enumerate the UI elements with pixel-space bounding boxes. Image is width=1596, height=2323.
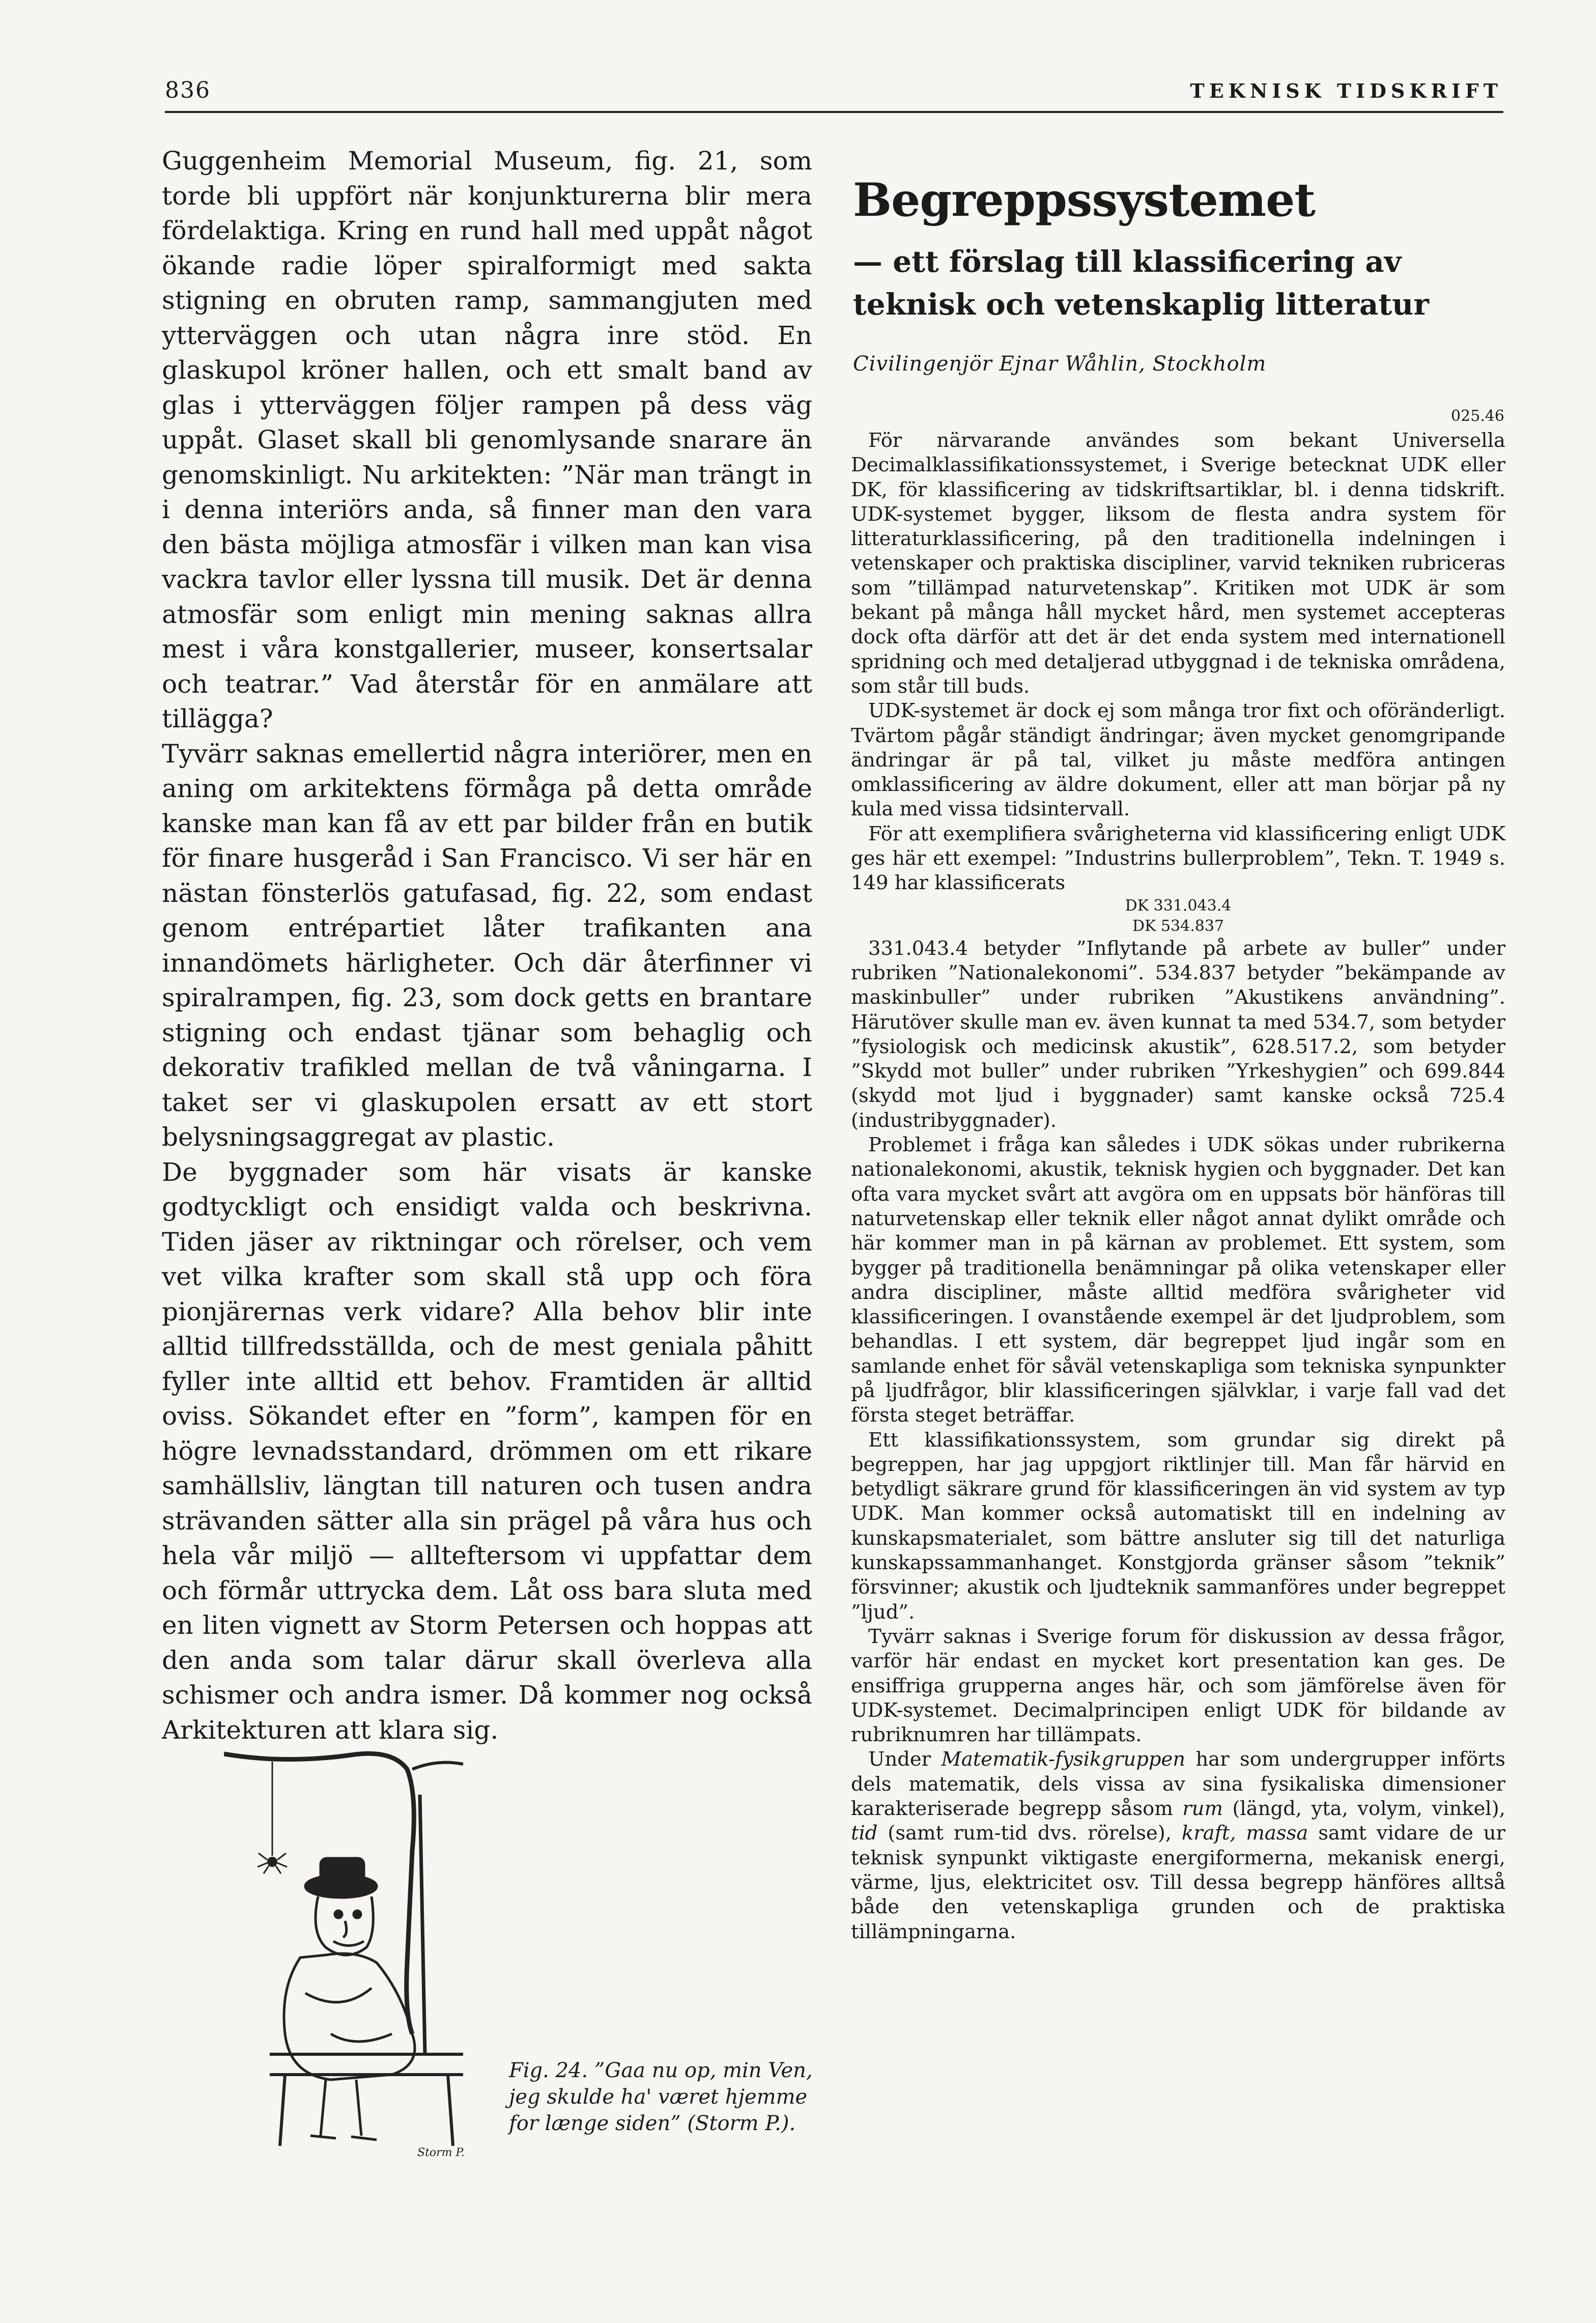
artist-signature: Storm P.: [417, 2146, 465, 2159]
article-title: Begreppssystemet: [853, 173, 1315, 227]
left-paragraph: Guggenheim Memorial Museum, fig. 21, som torde bli uppfört när konjunkturerna blir mera fördelaktiga. Kring en rund hall med uppåt något ökande radie löper spiralformigt med sakta stigning en obruten ramp, sammangjuten med ytterväggen och utan några inre stöd. En glaskupol kröner hallen, och ett smalt band av glas i ytterväggen följer rampen på dess väg uppåt. Glaset skall bli genomlysande snarare än genomskinligt. Nu arkitekten: ”När man trängt in i denna interiörs anda, så finner man den vara den bästa möjliga atmosfär i vilken man kan visa vackra tavlor eller lyssna till musik. Det är denna atmosfär som enligt min mening saknas allra mest i våra konstgallerier, museer, konsertsalar och teatrar.” Vad återstår för en anmälare att tillägga?: [162, 146, 812, 733]
left-paragraph: Tyvärr saknas emellertid några interiörer, men en aning om arkitektens förmåga på detta område kanske man kan få av ett par bilder från en butik för finare husgeråd i San Francisco. Vi ser här en nästan fönsterlös gatufasad, fig. 22, som endast genom entrépartiet låter trafikanten ana innandömets härligheter. Och där återfinner vi spiralrampen, fig. 23, som dock getts en brantare stigning och endast tjänar som behaglig och dekorativ trafikled mellan de två våningarna. I taket ser vi glaskupolen ersatt av ett stort belysningsaggregat av plastic.: [162, 739, 812, 1152]
journal-title: TEKNISK TIDSKRIFT: [1190, 79, 1502, 102]
tree-branch: [412, 1763, 463, 1769]
term-kraft-massa: kraft, massa: [1181, 1822, 1308, 1845]
article-paragraph: Problemet i fråga kan således i UDK sökas under rubrikerna nationalekonomi, akustik, teknisk hygien och byggnader. Det kan ofta vara mycket svårt att avgöra om en uppsats bör hänföras till naturvetenskap eller teknik eller något annat dylikt område och här kommer man in på kärnan av problemet. Ett system, som bygger på traditionella benämningar på olika vetenskaper eller andra discipliner, måste alltid medföra svårigheter vid klassificeringen. I ovanstående exempel är det ljudproblem, som behandlas. I ett system, där begreppet ljud ingår som en samlande enhet för såväl vetenskapliga som tekniska synpunkter på ljudfrågor, blir klassificeringen självklar, i varje fall vad det första steget beträffar.: [851, 1134, 1505, 1427]
bench: [270, 2054, 463, 2146]
article-subtitle: — ett förslag till klassificering av teknisk och vetenskaplig litteratur: [853, 244, 1429, 322]
cartoon-illustration: [224, 1749, 478, 2166]
text-run: (samt rum-tid dvs. rörelse),: [877, 1822, 1182, 1845]
text-run: samt vidare de ur teknisk synpunkt viktigaste energiformerna, mekanisk energi, värme, ljus, elektricitet osv. Till dessa begrepp hänföres alltså både den vetenskapliga grunden och de praktiska tillämpningarna.: [851, 1822, 1505, 1943]
article-paragraph: För att exemplifiera svårigheterna vid klassificering enligt UDK ges här ett exempel: ”Industrins bullerproblem”, Tekn. T. 1949 s. 149 har klassificerats: [851, 822, 1505, 895]
article-paragraph: 331.043.4 betyder ”Inflytande på arbete av buller” under rubriken ”Nationalekonomi”. 534.837 betyder ”bekämpande av maskinbuller” under rubriken ”Akustikens användning”. Härutöver skulle man ev. även kunnat ta med 534.7, som betyder ”fysiologisk och medicinsk akustik”, 628.517.2, som betyder ”Skydd mot buller” under rubriken ”Yrkeshygien” och 699.844 (skydd mot ljud i byggnader) samt kanske också 725.4 (industribyggnader).: [851, 937, 1505, 1132]
dk-code: DK 534.837: [1132, 917, 1224, 935]
header-rule: [165, 111, 1503, 113]
term-rum: rum: [1182, 1797, 1223, 1821]
tree-trunk: [420, 1795, 425, 2054]
dk-codes: [851, 896, 1505, 937]
class-number: 025.46: [1451, 407, 1504, 425]
term-tid: tid: [851, 1822, 878, 1845]
left-column: [162, 144, 812, 1747]
figure-caption: Fig. 24. ”Gaa nu op, min Ven, jeg skulde ha' været hjemme for længe siden” (Storm P.).: [509, 2059, 813, 2135]
article-paragraph: UDK-systemet är dock ej som många tror fixt och oföränderligt. Tvärtom pågår ständigt ändringar; även mycket genomgripande ändringar är på tal, vilket ju måste medföra antingen omklassificering av äldre dokument, eller att man börjar på ny kula med vissa tidsintervall.: [851, 699, 1505, 821]
article-paragraph-last: [851, 1747, 1505, 1944]
text-run: (längd, yta, volym, vinkel),: [1222, 1797, 1505, 1821]
text-run: har som undergrupper införts dels matematik, dels vissa av sina fysikaliska dimensioner karakteriserade begrepp såsom: [851, 1748, 1505, 1821]
text-run: Under: [868, 1748, 942, 1771]
right-column: [851, 429, 1505, 1944]
spider-icon: [258, 1853, 287, 1874]
article-author: Civilingenjör Ejnar Wåhlin, Stockholm: [853, 352, 1267, 376]
article-paragraph: Ett klassifikationssystem, som grundar sig direkt på begreppen, har jag uppgjort riktlinjer till. Man får härvid en betydligt säkrare grund för klassificeringen än vid system av typ UDK. Man kommer också automatiskt till en indelning av kunskapsmaterialet, som bättre ansluter sig till det naturliga kunskapssammanhanget. Konstgjorda gränser såsom ”teknik” försvinner; akustik och ljudteknik sammanföres under begreppet ”ljud”.: [851, 1428, 1505, 1624]
dk-code: DK 331.043.4: [1125, 896, 1232, 915]
seated-man: [284, 1858, 415, 2140]
article-paragraph: Tyvärr saknas i Sverige forum för diskussion av dessa frågor, varför här endast en mycket kort presentation kan ges. De ensiffriga grupperna anges här, och som jämförelse även för UDK-systemet. Decimalprincipen enligt UDK för bildande av rubriknumren har tillämpats.: [851, 1625, 1505, 1747]
left-paragraph: De byggnader som här visats är kanske godtyckligt och ensidigt valda och beskrivna. Tiden jäser av riktningar och rörelser, och vem vet vilka krafter som skall stå upp och föra pionjärernas verk vidare? Alla behov blir inte alltid tillfredsställda, och de mest geniala påhitt fyller inte alltid ett behov. Framtiden är alltid oviss. Sökandet efter en ”form”, kampen för en högre levnadsstandard, drömmen om ett rikare samhällsliv, längtan till naturen och tusen andra strävanden sätter alla sin prägel på våra hus och hela vår miljö — allteftersom vi uppfattar dem och förmår uttrycka dem. Låt oss bara sluta med en liten vignett av Storm Petersen och hoppas att den anda som talar därur skall överleva alla schismer och andra ismer. Då kommer nog också Arkitekturen att klara sig.: [162, 1157, 812, 1745]
page-number: 836: [165, 77, 211, 103]
group-name: Matematik-fysikgruppen: [941, 1748, 1186, 1771]
article-paragraph: För närvarande användes som bekant Universella Decimalklassifikationssystemet, i Sverige betecknat UDK eller DK, för klassificering av tidskriftsartiklar, bl. i denna tidskrift. UDK-systemet bygger, liksom de flesta andra system för litteraturklassificering, på den traditionella indelningen i vetenskaper och praktiska discipliner, varvid tekniken rubriceras som ”tillämpad naturvetenskap”. Kritiken mot UDK är som bekant på många håll mycket hård, men systemet accepteras dock ofta därför att det är det enda system med internationell spridning och med detaljerad utbyggnad i de tekniska områdena, som står till buds.: [851, 429, 1505, 698]
